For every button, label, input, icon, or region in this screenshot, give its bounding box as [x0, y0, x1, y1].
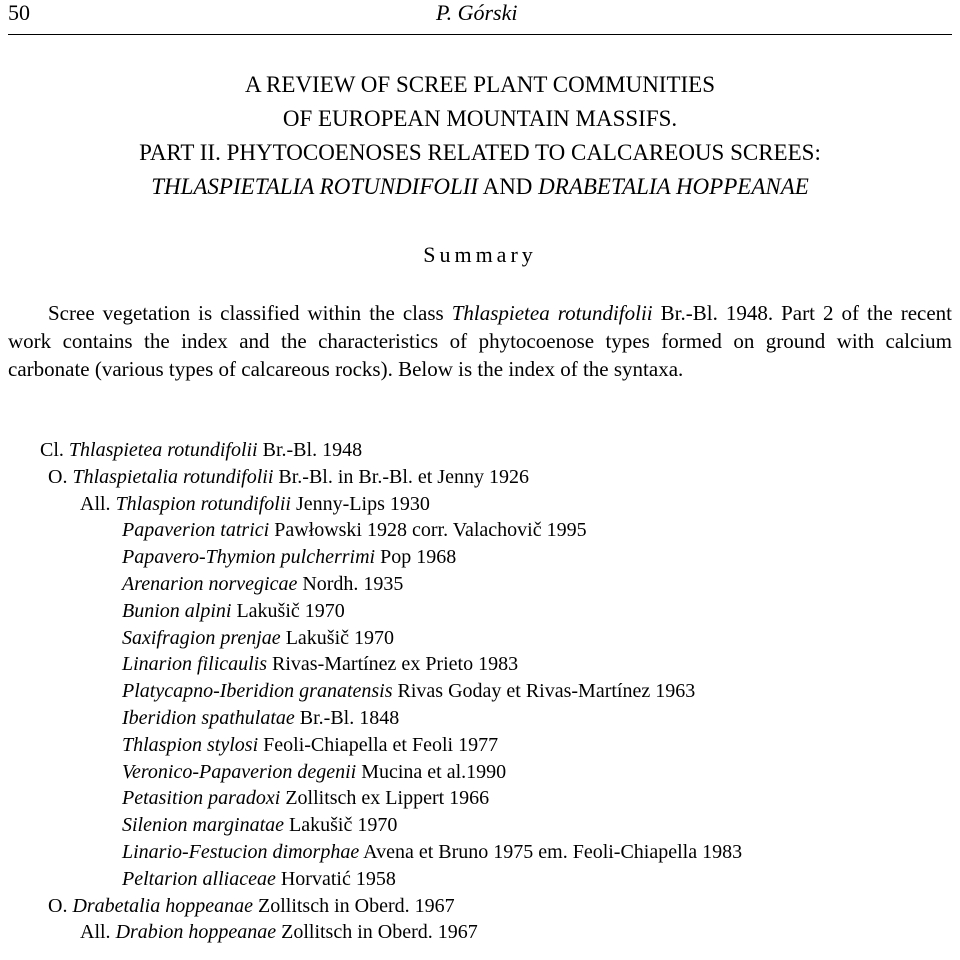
syntaxon-entry [0, 625, 960, 652]
syntaxon-name: Thlaspietalia rotundifolii [72, 465, 274, 488]
syntaxon-entry [0, 491, 960, 518]
syntaxon-name: Papaverion tatrici [122, 519, 270, 542]
syntaxon-entry [0, 759, 960, 786]
summary-paragraph [8, 299, 952, 383]
syntaxon-authority: Nordh. 1935 [297, 572, 404, 595]
running-head-author: P. Górski [436, 0, 518, 25]
summary-text-start: Scree vegetation is classified within the class [48, 301, 452, 325]
syntaxon-authority: Horvatić 1958 [275, 867, 396, 890]
syntaxon-name: Platycapno-Iberidion granatensis [122, 680, 393, 703]
syntaxon-rank: All. [80, 492, 116, 515]
page-number: 50 [8, 0, 30, 25]
syntaxon-authority: Jenny-Lips 1930 [290, 492, 430, 515]
syntaxon-authority: Lakušič 1970 [231, 599, 345, 622]
syntaxon-name: Veronico-Papaverion degenii [122, 760, 357, 783]
syntaxon-entry [0, 893, 960, 920]
summary-text-rest: Br.-Bl. 1948. Part 2 of the recent work contains the index and the characteristics of phytocoenose types formed on ground with calcium carbonate (various types of calcareous rocks). Below is the index of the syntaxa. [8, 301, 952, 381]
syntaxon-name: Drabetalia hoppeanae [72, 894, 253, 917]
syntaxon-authority: Rivas-Martínez ex Prieto 1983 [267, 653, 519, 676]
syntaxon-rank: Cl. [40, 439, 69, 461]
syntaxa-index [0, 437, 960, 946]
syntaxon-name: Thlaspion rotundifolii [115, 492, 291, 515]
syntaxon-entry [0, 919, 960, 946]
syntaxon-entry [0, 517, 960, 544]
syntaxon-entry [0, 464, 960, 491]
title-line-3: PART II. PHYTOCOENOSES RELATED TO CALCAREOUS SCREES: [139, 140, 821, 165]
syntaxon-name: Saxifragion prenjae [122, 626, 281, 649]
syntaxon-name: Silenion marginatae [122, 814, 285, 837]
syntaxon-authority: Pop 1968 [375, 546, 457, 569]
syntaxon-authority: Lakušič 1970 [280, 626, 394, 649]
syntaxon-name: Bunion alpini [122, 599, 232, 622]
syntaxon-name: Linario-Festucion dimorphae [122, 840, 360, 863]
title-and: AND [478, 174, 539, 199]
syntaxon-entry [0, 651, 960, 678]
summary-class-name: Thlaspietea rotundifolii [451, 301, 653, 325]
syntaxon-authority: Feoli-Chiapella et Feoli 1977 [258, 733, 499, 756]
syntaxon-authority: Lakušič 1970 [284, 814, 398, 837]
article-title [0, 68, 960, 204]
syntaxon-authority: Zollitsch in Oberd. 1967 [252, 894, 455, 917]
syntaxon-rank: O. [48, 894, 73, 917]
syntaxon-rank: O. [48, 465, 73, 488]
syntaxon-authority: Pawłowski 1928 corr. Valachovič 1995 [269, 519, 587, 542]
syntaxon-entry [0, 866, 960, 893]
syntaxon-authority: Zollitsch ex Lippert 1966 [280, 787, 490, 810]
syntaxon-name: Petasition paradoxi [122, 787, 281, 810]
syntaxon-entry [0, 571, 960, 598]
page-header [8, 0, 952, 35]
syntaxon-entry [0, 678, 960, 705]
syntaxon-authority: Br.-Bl. in Br.-Bl. et Jenny 1926 [273, 465, 529, 488]
syntaxon-entry [0, 785, 960, 812]
title-line-4 [0, 170, 960, 204]
title-italic-drabetalia: DRABETALIA HOPPEANAE [538, 174, 809, 199]
syntaxon-entry [0, 598, 960, 625]
syntaxon-entry [0, 839, 960, 866]
syntaxon-authority: Rivas Goday et Rivas-Martínez 1963 [392, 680, 696, 703]
syntaxon-name: Drabion hoppeanae [115, 921, 277, 944]
syntaxon-rank: All. [80, 921, 116, 944]
syntaxon-entry [0, 437, 960, 464]
title-italic-thlaspietalia: THLASPIETALIA ROTUNDIFOLII [151, 174, 479, 199]
syntaxon-entry [0, 732, 960, 759]
title-line-2: OF EUROPEAN MOUNTAIN MASSIFS. [282, 106, 678, 131]
syntaxon-authority: Mucina et al.1990 [356, 760, 507, 783]
summary-heading: Summary [423, 242, 537, 267]
syntaxon-entry [0, 705, 960, 732]
syntaxon-authority: Avena et Bruno 1975 em. Feoli-Chiapella 1983 [359, 840, 743, 863]
syntaxon-entry [0, 812, 960, 839]
syntaxon-name: Thlaspietea rotundifolii [68, 439, 258, 461]
syntaxon-name: Peltarion alliaceae [122, 867, 276, 890]
syntaxon-entry [0, 544, 960, 571]
syntaxon-name: Linarion filicaulis [122, 653, 268, 676]
syntaxon-authority: Zollitsch in Oberd. 1967 [276, 921, 478, 944]
syntaxon-authority: Br.-Bl. 1848 [294, 706, 400, 729]
syntaxon-name: Arenarion norvegicae [122, 572, 298, 595]
syntaxon-authority: Br.-Bl. 1948 [257, 439, 363, 461]
syntaxon-name: Iberidion spathulatae [122, 706, 295, 729]
syntaxon-name: Thlaspion stylosi [122, 733, 259, 756]
syntaxon-name: Papavero-Thymion pulcherrimi [122, 546, 376, 569]
title-line-1: A REVIEW OF SCREE PLANT COMMUNITIES [244, 72, 716, 97]
